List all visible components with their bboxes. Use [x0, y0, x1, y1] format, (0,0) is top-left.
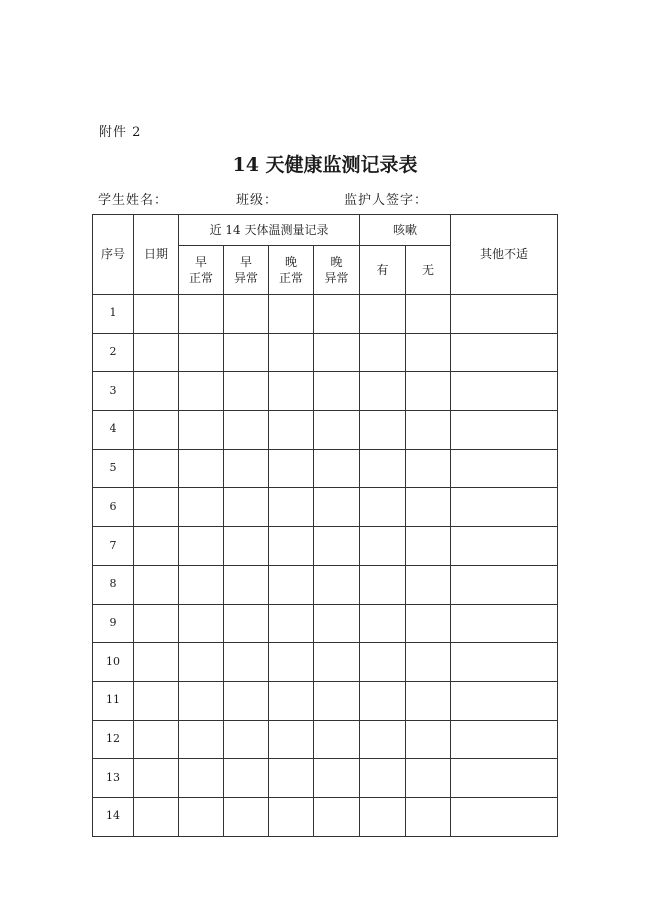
table-row [93, 449, 558, 488]
header-date: 日期 [134, 215, 179, 295]
entry-cell[interactable] [451, 488, 558, 527]
entry-cell[interactable] [134, 565, 179, 604]
entry-cell[interactable] [314, 604, 360, 643]
class-label: 班级： [236, 193, 279, 208]
entry-cell[interactable] [134, 411, 179, 450]
entry-cell[interactable] [451, 372, 558, 411]
entry-cell[interactable] [406, 643, 451, 682]
table-body [93, 295, 558, 837]
guardian-signature-label: 监护人签字： [344, 193, 429, 208]
entry-cell[interactable] [451, 449, 558, 488]
entry-cell[interactable] [179, 295, 224, 334]
entry-cell[interactable] [224, 604, 269, 643]
entry-cell[interactable] [224, 681, 269, 720]
table-row [93, 604, 558, 643]
entry-cell[interactable] [269, 604, 314, 643]
entry-cell[interactable] [134, 797, 179, 836]
entry-cell[interactable] [269, 295, 314, 334]
entry-cell[interactable] [406, 797, 451, 836]
entry-cell[interactable] [406, 372, 451, 411]
header-morning-abnormal: 早 异常 [224, 246, 269, 295]
entry-cell[interactable] [269, 643, 314, 682]
entry-cell[interactable] [406, 295, 451, 334]
entry-cell[interactable] [134, 681, 179, 720]
entry-cell[interactable] [269, 681, 314, 720]
entry-cell[interactable] [406, 333, 451, 372]
table-row [93, 333, 558, 372]
entry-cell[interactable] [134, 372, 179, 411]
entry-cell[interactable] [314, 643, 360, 682]
entry-cell[interactable] [269, 488, 314, 527]
header-evening-normal: 晚 正常 [269, 246, 314, 295]
entry-cell[interactable] [134, 449, 179, 488]
monitoring-table [92, 214, 558, 837]
entry-cell[interactable] [224, 565, 269, 604]
entry-cell[interactable] [179, 797, 224, 836]
entry-cell[interactable] [406, 720, 451, 759]
row-number: 3 [93, 372, 134, 411]
entry-cell[interactable] [269, 720, 314, 759]
entry-cell[interactable] [224, 759, 269, 798]
table-row [93, 411, 558, 450]
entry-cell[interactable] [224, 643, 269, 682]
entry-cell[interactable] [451, 759, 558, 798]
entry-cell[interactable] [269, 372, 314, 411]
entry-cell[interactable] [314, 759, 360, 798]
entry-cell[interactable] [134, 333, 179, 372]
table-row [93, 372, 558, 411]
entry-cell[interactable] [179, 527, 224, 566]
row-number: 13 [93, 759, 134, 798]
entry-cell[interactable] [451, 411, 558, 450]
header-cough-no: 无 [406, 246, 451, 295]
entry-cell[interactable] [134, 759, 179, 798]
entry-cell[interactable] [360, 411, 406, 450]
header-seq: 序号 [93, 215, 134, 295]
entry-cell[interactable] [451, 643, 558, 682]
entry-cell[interactable] [269, 411, 314, 450]
entry-cell[interactable] [406, 488, 451, 527]
entry-cell[interactable] [360, 449, 406, 488]
form-fields [96, 189, 566, 209]
row-number: 5 [93, 449, 134, 488]
table-row [93, 295, 558, 334]
entry-cell[interactable] [314, 411, 360, 450]
entry-cell[interactable] [451, 527, 558, 566]
entry-cell[interactable] [314, 720, 360, 759]
row-number: 1 [93, 295, 134, 334]
row-number: 6 [93, 488, 134, 527]
header-other: 其他不适 [451, 215, 558, 295]
entry-cell[interactable] [451, 333, 558, 372]
entry-cell[interactable] [134, 720, 179, 759]
entry-cell[interactable] [269, 565, 314, 604]
entry-cell[interactable] [406, 527, 451, 566]
row-number: 11 [93, 681, 134, 720]
entry-cell[interactable] [179, 488, 224, 527]
attachment-label: 附件 2 [99, 125, 142, 140]
entry-cell[interactable] [224, 295, 269, 334]
entry-cell[interactable] [360, 565, 406, 604]
entry-cell[interactable] [314, 372, 360, 411]
entry-cell[interactable] [360, 333, 406, 372]
table-row [93, 681, 558, 720]
entry-cell[interactable] [269, 759, 314, 798]
entry-cell[interactable] [179, 720, 224, 759]
entry-cell[interactable] [451, 604, 558, 643]
entry-cell[interactable] [134, 527, 179, 566]
table-row [93, 759, 558, 798]
table-row [93, 797, 558, 836]
header-cough-group: 咳嗽 [360, 215, 451, 246]
entry-cell[interactable] [360, 372, 406, 411]
entry-cell[interactable] [179, 449, 224, 488]
entry-cell[interactable] [360, 759, 406, 798]
entry-cell[interactable] [269, 527, 314, 566]
entry-cell[interactable] [179, 411, 224, 450]
header-temp-group: 近 14 天体温测量记录 [179, 215, 360, 246]
entry-cell[interactable] [269, 449, 314, 488]
entry-cell[interactable] [314, 333, 360, 372]
entry-cell[interactable] [360, 797, 406, 836]
entry-cell[interactable] [360, 488, 406, 527]
entry-cell[interactable] [224, 488, 269, 527]
entry-cell[interactable] [314, 488, 360, 527]
row-number: 2 [93, 333, 134, 372]
entry-cell[interactable] [451, 295, 558, 334]
entry-cell[interactable] [134, 604, 179, 643]
row-number: 14 [93, 797, 134, 836]
entry-cell[interactable] [224, 372, 269, 411]
page-title: 14 天健康监测记录表 [232, 154, 418, 176]
entry-cell[interactable] [360, 295, 406, 334]
entry-cell[interactable] [314, 527, 360, 566]
entry-cell[interactable] [224, 797, 269, 836]
table-row [93, 643, 558, 682]
entry-cell[interactable] [134, 643, 179, 682]
entry-cell[interactable] [179, 565, 224, 604]
entry-cell[interactable] [224, 720, 269, 759]
entry-cell[interactable] [406, 565, 451, 604]
entry-cell[interactable] [224, 411, 269, 450]
entry-cell[interactable] [406, 604, 451, 643]
entry-cell[interactable] [406, 411, 451, 450]
entry-cell[interactable] [224, 449, 269, 488]
entry-cell[interactable] [224, 527, 269, 566]
entry-cell[interactable] [179, 372, 224, 411]
table-row [93, 488, 558, 527]
entry-cell[interactable] [314, 797, 360, 836]
entry-cell[interactable] [451, 565, 558, 604]
row-number: 12 [93, 720, 134, 759]
table-row [93, 565, 558, 604]
row-number: 4 [93, 411, 134, 450]
row-number: 9 [93, 604, 134, 643]
entry-cell[interactable] [360, 527, 406, 566]
table-row [93, 527, 558, 566]
entry-cell[interactable] [451, 797, 558, 836]
entry-cell[interactable] [179, 333, 224, 372]
entry-cell[interactable] [406, 759, 451, 798]
entry-cell[interactable] [314, 565, 360, 604]
entry-cell[interactable] [406, 681, 451, 720]
entry-cell[interactable] [134, 488, 179, 527]
row-number: 10 [93, 643, 134, 682]
row-number: 8 [93, 565, 134, 604]
entry-cell[interactable] [269, 797, 314, 836]
entry-cell[interactable] [360, 720, 406, 759]
entry-cell[interactable] [360, 681, 406, 720]
entry-cell[interactable] [406, 449, 451, 488]
header-evening-abnormal: 晚 异常 [314, 246, 360, 295]
entry-cell[interactable] [179, 604, 224, 643]
entry-cell[interactable] [314, 449, 360, 488]
entry-cell[interactable] [179, 681, 224, 720]
entry-cell[interactable] [269, 333, 314, 372]
entry-cell[interactable] [179, 643, 224, 682]
table-row [93, 720, 558, 759]
header-cough-yes: 有 [360, 246, 406, 295]
entry-cell[interactable] [224, 333, 269, 372]
row-number: 7 [93, 527, 134, 566]
entry-cell[interactable] [314, 295, 360, 334]
entry-cell[interactable] [360, 604, 406, 643]
entry-cell[interactable] [451, 720, 558, 759]
header-morning-normal: 早 正常 [179, 246, 224, 295]
entry-cell[interactable] [360, 643, 406, 682]
entry-cell[interactable] [179, 759, 224, 798]
entry-cell[interactable] [451, 681, 558, 720]
entry-cell[interactable] [134, 295, 179, 334]
entry-cell[interactable] [314, 681, 360, 720]
student-name-label: 学生姓名： [98, 193, 169, 208]
